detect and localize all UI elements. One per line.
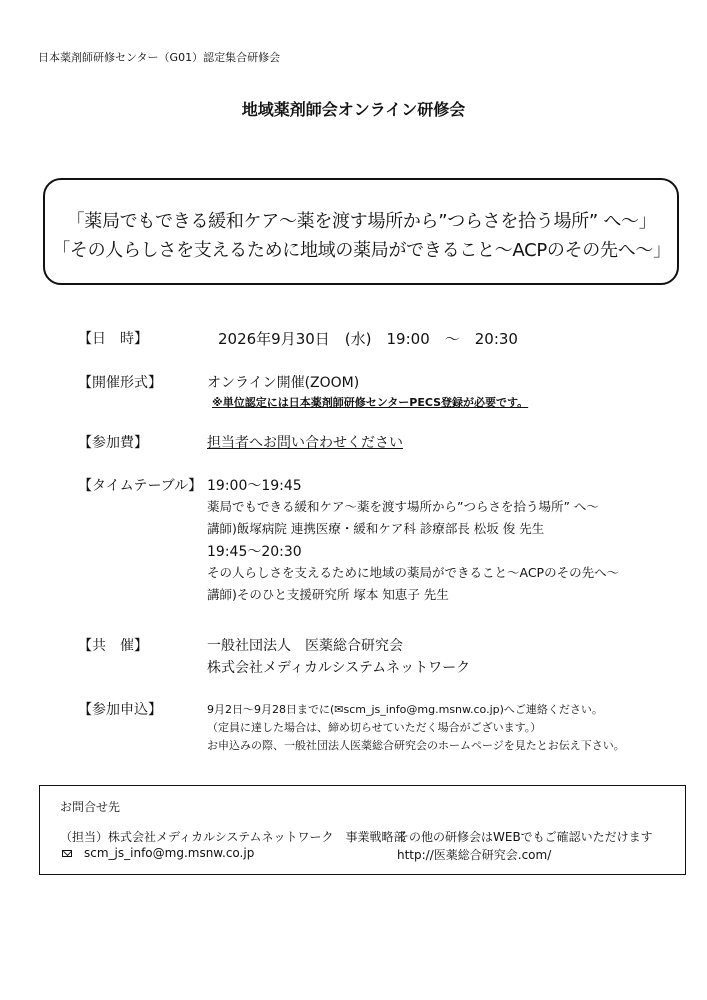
timetable-topic-2: その人らしさを支えるために地域の薬局ができること～ACPのその先へ～ xyxy=(207,565,620,580)
fee-value: 担当者へお問い合わせください xyxy=(207,435,403,451)
contact-heading: お問合せ先 xyxy=(60,800,121,814)
format-note: ※単位認定には日本薬剤師研修センターPECS登録が必要です。 xyxy=(212,396,529,409)
contact-email-row xyxy=(62,846,254,860)
schedule-label: 【日 時】 xyxy=(78,331,148,347)
cohost-org-2: 株式会社メディカルシステムネットワーク xyxy=(207,660,471,676)
mail-icon xyxy=(62,850,72,857)
header-note: 日本薬剤師研修センター（G01）認定集合研修会 xyxy=(38,51,281,64)
cohost-org-1: 一般社団法人 医薬総合研究会 xyxy=(207,638,403,654)
format-value: オンライン開催(ZOOM) xyxy=(207,375,360,391)
page-title: 地域薬剤師会オンライン研修会 xyxy=(241,100,466,119)
timetable-time-2: 19:45～20:30 xyxy=(207,544,302,560)
apply-line-2: （定員に達した場合は、締め切らせていただく場合がございます。） xyxy=(207,721,542,734)
cohost-label: 【共 催】 xyxy=(78,638,148,654)
schedule-value: 2026年9月30日 (水) 19:00 ～ 20:30 xyxy=(218,330,518,348)
timetable-label: 【タイムテーブル】 xyxy=(78,478,203,494)
theme-title-2: 「その人らしさを支えるために地域の薬局ができること～ACPのその先へ～」 xyxy=(52,240,671,261)
timetable-lecturer-1: 講師)飯塚病院 連携医療・緩和ケア科 診療部長 松坂 俊 先生 xyxy=(207,521,545,536)
theme-title-1: 「薬局でもできる緩和ケア～薬を渡す場所から”つらさを拾う場所” へ～」 xyxy=(66,211,657,232)
timetable-topic-1: 薬局でもできる緩和ケア～薬を渡す場所から”つらさを拾う場所” へ～ xyxy=(207,499,599,514)
format-label: 【開催形式】 xyxy=(78,375,162,391)
fee-label: 【参加費】 xyxy=(78,435,148,451)
timetable-lecturer-2: 講師)そのひと支援研究所 塚本 知恵子 先生 xyxy=(207,587,449,602)
apply-label: 【参加申込】 xyxy=(78,702,162,718)
contact-url[interactable]: http://医薬総合研究会.com/ xyxy=(397,848,552,862)
contact-other-note: その他の研修会はWEBでもご確認いただけます xyxy=(397,830,653,844)
apply-line-1: 9月2日～9月28日までに(✉scm_js_info@mg.msnw.co.jp)へご連絡ください。 xyxy=(207,703,603,716)
apply-line-3: お申込みの際、一般社団法人医薬総合研究会のホームページを見たとお伝え下さい。 xyxy=(207,739,625,752)
timetable-time-1: 19:00～19:45 xyxy=(207,478,302,494)
contact-email[interactable]: scm_js_info@mg.msnw.co.jp xyxy=(84,846,255,860)
contact-dept: （担当）株式会社メディカルシステムネットワーク 事業戦略部 xyxy=(60,830,406,844)
